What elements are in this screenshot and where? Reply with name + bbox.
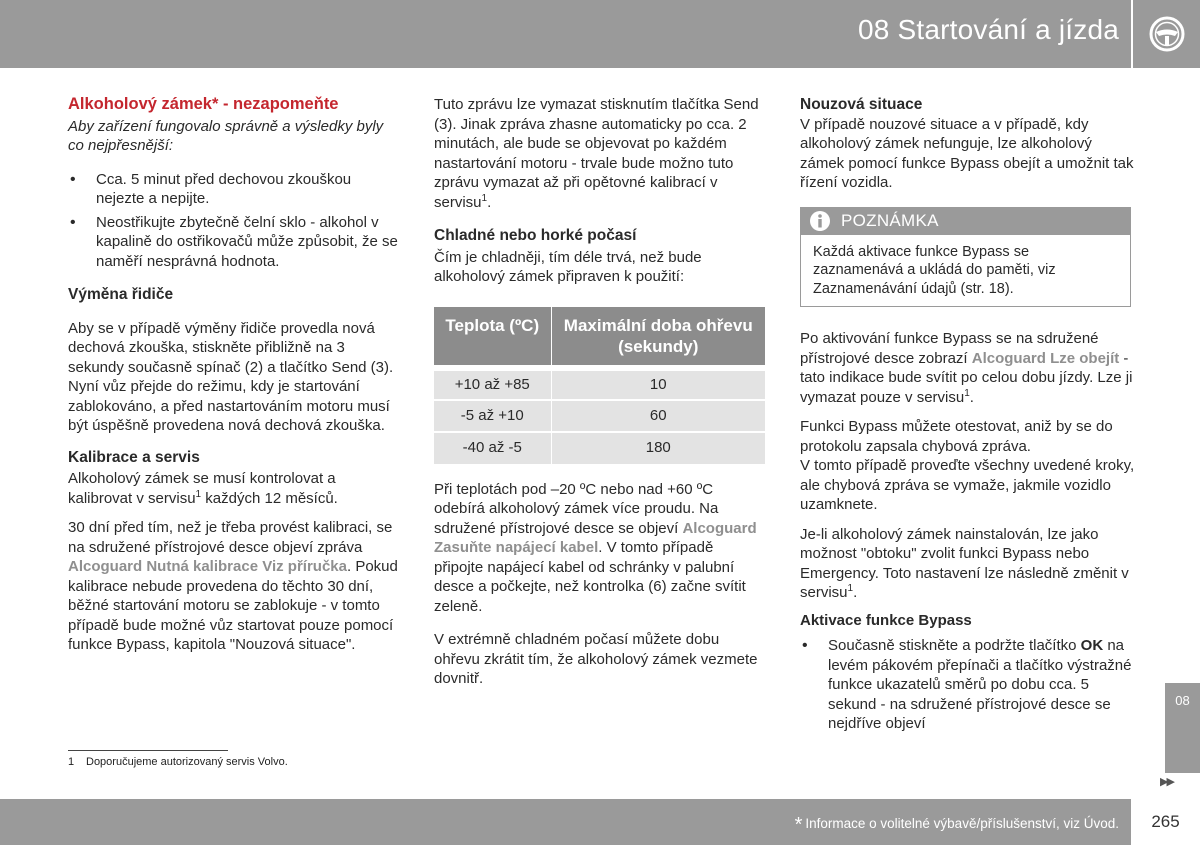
section-heading-activation: Aktivace funkce Bypass — [800, 611, 972, 629]
section-heading-weather: Chladné nebo horké počasí — [434, 227, 637, 244]
message-clear-paragraph: Tuto zprávu lze vymazat stisknutím tlačítka Send (3). Jinak zpráva zhasne automaticky po cca. 2 minutách, ale bude se objevovat po každém nastartování motoru - trvale bude možno tuto zprávu vymazat až při opětovné kalibrací v servisu$^1$. — [434, 96, 759, 211]
table-row — [434, 432, 765, 464]
intro-text: Aby zařízení fungovalo správně a výsledky byly co nejpřesnější: — [68, 117, 384, 154]
section-heading-calibration: Kalibrace a servis — [68, 448, 200, 466]
note-box — [800, 207, 1131, 308]
display-message: Alcoguard Lze obejít — [971, 349, 1120, 367]
section-heading-alcolock: Alkoholový zámek* - nezapomeňte — [68, 95, 339, 113]
cold-weather-paragraph: V extrémně chladném počasí můžete dobu ohřevu zkrátit tím, že alkoholový zámek vezmete dovnitř. — [434, 631, 758, 687]
chapter-side-tab: 08 — [1165, 683, 1200, 773]
page-footer — [0, 799, 1131, 845]
table-cell: -5 až +10 — [434, 400, 551, 432]
double-chevron-right-icon: ▶▶ — [1160, 776, 1173, 788]
asterisk-icon: * — [794, 814, 803, 836]
display-message: Alcoguard Nutná kalibrace Viz příručka — [68, 558, 347, 575]
page-number: 265 — [1151, 812, 1180, 831]
footnote-text: Doporučujeme autorizovaný servis Volvo. — [86, 756, 288, 768]
table-row — [434, 368, 765, 400]
calibration-paragraph-1: Alkoholový zámek se musí kontrolovat a kalibrovat v servisu$^1$ každých 12 měsíců. — [68, 470, 338, 507]
driver-change-text: Aby se v případě výměny řidiče provedla nová dechová zkouška, stiskněte přibližně na 3 sekundy současně spínač (2) a tlačítko Send (3). Nyní vůz přejde do režimu, kdy je startování zablokováno, a před nastartováním motoru musí být úspěšně provedena nová dechová zkouška. — [68, 319, 394, 434]
note-title: POZNÁMKA — [841, 211, 939, 231]
activation-list — [800, 636, 1135, 734]
steering-wheel-icon — [1148, 15, 1186, 53]
note-header — [801, 208, 1130, 235]
table-cell: 180 — [551, 432, 765, 464]
table-cell: 60 — [551, 400, 765, 432]
temperature-paragraph: Při teplotách pod –20 ºC nebo nad +60 ºC odebírá alkoholový zámek více proudu. Na sdružené přístrojové desce se objeví Alcoguard Zasuňte napájecí kabel. V tomto případě připojte napájecí kabel od schránky v palubní desce a počkejte, než kontrolka (6) začne svítit zeleně. — [434, 480, 757, 615]
list-item: • Cca. 5 minut před dechovou zkouškou nejezte a nepijte. — [68, 170, 403, 209]
calibration-paragraph-2: 30 dní před tím, než je třeba provést kalibraci, se na sdružené přístrojové desce objeví zpráva Alcoguard Nutná kalibrace Viz příručka. Pokud kalibrace nebude provedena do těchto 30 dní, běžné startování motoru se zablokuje - v tomto případě bude možné vůz startovat pouze pomocí funkce Bypass, kapitola "Nouzová situace". — [68, 519, 398, 653]
table-cell: +10 až +85 — [434, 368, 551, 400]
footnote — [68, 756, 288, 768]
table-header: Teplota (ºC) — [434, 307, 551, 368]
footnote-divider — [68, 750, 228, 751]
section-heading-driver-change: Výměna řidiče — [68, 286, 174, 303]
chapter-icon-box — [1133, 0, 1200, 68]
page-header — [0, 0, 1131, 68]
warmup-table — [434, 307, 765, 464]
footer-note: * Informace o volitelné výbavě/příslušenství, viz Úvod. — [794, 814, 1119, 836]
section-heading-emergency: Nouzová situace — [800, 96, 923, 113]
display-message: Alcoguard Zasuňte napájecí kabel — [434, 519, 757, 556]
table-header: Maximální doba ohřevu (sekundy) — [551, 307, 765, 368]
column-2 — [434, 95, 766, 699]
tips-list — [68, 170, 403, 272]
weather-text: Čím je chladněji, tím déle trvá, než bude alkoholový zámek připraven k použití: — [434, 248, 702, 285]
bypass-display-paragraph: Po aktivování funkce Bypass se na sdružené přístrojové desce zobrazí Alcoguard Lze obejít - tato indikace bude svítit po celou dobu jízdy. Lze ji vymazat pouze v servisu$^1$. — [800, 330, 1133, 406]
note-text: Každá aktivace funkce Bypass se zaznamenává a ukládá do paměti, viz Zaznamenávání údajů (str. 18). — [813, 243, 1056, 297]
list-item: • Neostřikujte zbytečně čelní sklo - alkohol v kapalině do ostřikovačů může způsobit, že se naměří nesprávná hodnota. — [68, 213, 403, 272]
list-item: • Současně stiskněte a podržte tlačítko OK na levém pákovém přepínači a tlačítko výstražné funkce ukazatelů směrů po dobu cca. 5 sekund - na sdružené přístrojové desce se nejdříve objeví — [800, 636, 1135, 734]
table-cell: 10 — [551, 368, 765, 400]
column-1 — [68, 95, 403, 665]
table-row — [434, 400, 765, 432]
table-cell: -40 až -5 — [434, 432, 551, 464]
bypass-setting-paragraph: Je-li alkoholový zámek nainstalován, lze jako možnost "obtoku" zvolit funkci Bypass nebo Emergency. Toto nastavení lze následně změnit v servisu$^1$. — [800, 525, 1129, 601]
chapter-title: 08 Startování a jízda — [857, 14, 1119, 45]
emergency-text: V případě nouzové situace a v případě, kdy alkoholový zámek nefunguje, lze alkoholový zámek pomocí funkce Bypass obejít a umožnit tak řízení vozidla. — [800, 115, 1134, 191]
info-icon — [809, 210, 831, 232]
bypass-test-paragraph: Funkci Bypass můžete otestovat, aniž by se do protokolu zapsala chybová zpráva. V tomto případě proveďte všechny uvedené kroky, ale chybová zpráva se vymaže, jakmile vozidlo uzamknete. — [800, 418, 1135, 513]
footnote-number: 1 — [68, 756, 75, 768]
column-3 — [800, 95, 1135, 744]
